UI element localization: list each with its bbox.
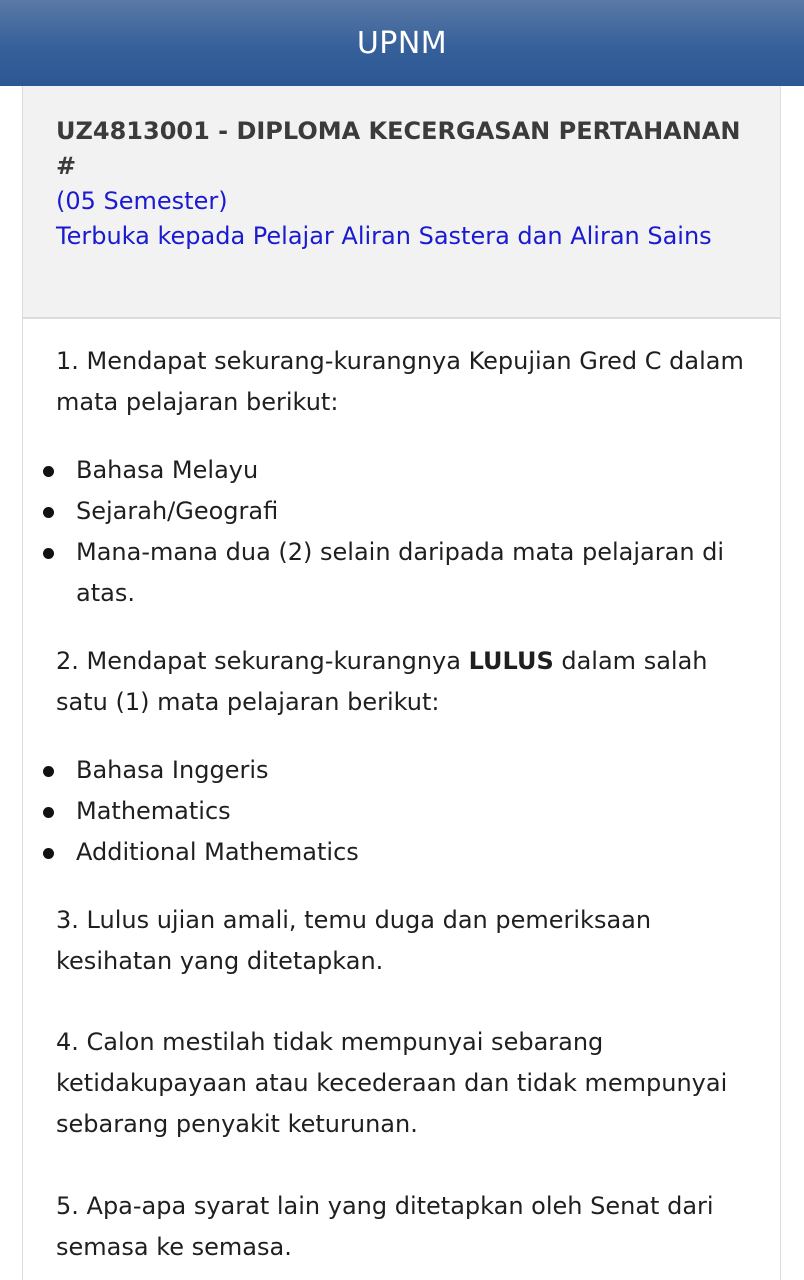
list-item-label: Bahasa Melayu — [76, 456, 259, 484]
course-heading-panel — [23, 86, 780, 319]
list-item-label: Additional Mathematics — [76, 838, 359, 866]
requirements-body — [23, 319, 780, 1268]
list-item — [23, 532, 727, 614]
list-item-label: Sejarah/Geografi — [76, 497, 279, 525]
requirement-1-list — [23, 450, 727, 614]
requirement-2-suffix: dalam salah satu (1) mata pelajaran berikut: — [56, 647, 708, 716]
course-card — [22, 86, 781, 1280]
bullet-icon — [43, 848, 54, 859]
list-item-label: Bahasa Inggeris — [76, 756, 269, 784]
header-title: UPNM — [356, 26, 448, 61]
requirement-3-text: 3. Lulus ujian amali, temu duga dan pemeriksaan kesihatan yang ditetapkan. — [56, 906, 652, 975]
list-item — [23, 750, 727, 791]
list-item-label: Mathematics — [76, 797, 231, 825]
requirement-5-text: 5. Apa-apa syarat lain yang ditetapkan oleh Senat dari semasa ke semasa. — [56, 1192, 714, 1261]
list-item-label: Mana-mana dua (2) selain daripada mata pelajaran di atas. — [76, 538, 725, 607]
list-item — [23, 450, 727, 491]
list-item — [23, 832, 727, 873]
bullet-icon — [43, 548, 54, 559]
requirement-2-list — [23, 750, 727, 873]
app-header — [0, 0, 804, 86]
requirement-2-bold: LULUS — [468, 647, 554, 675]
course-eligibility: Terbuka kepada Pelajar Aliran Sastera dan Aliran Sains — [56, 222, 712, 250]
list-item — [23, 791, 727, 832]
list-item — [23, 491, 727, 532]
bullet-icon — [43, 807, 54, 818]
requirement-1-text: 1. Mendapat sekurang-kurangnya Kepujian Gred C dalam mata pelajaran berikut: — [56, 347, 744, 416]
requirement-2-text — [56, 641, 760, 723]
course-semester: (05 Semester) — [56, 187, 228, 215]
bullet-icon — [43, 466, 54, 477]
requirement-4-text: 4. Calon mestilah tidak mempunyai sebarang ketidakupayaan atau kecederaan dan tidak mempunyai sebarang penyakit keturunan. — [56, 1028, 728, 1138]
bullet-icon — [43, 766, 54, 777]
requirement-2-prefix: 2. Mendapat sekurang-kurangnya — [56, 647, 469, 675]
course-code-title: UZ4813001 - DIPLOMA KECERGASAN PERTAHANAN # — [56, 117, 741, 180]
bullet-icon — [43, 507, 54, 518]
